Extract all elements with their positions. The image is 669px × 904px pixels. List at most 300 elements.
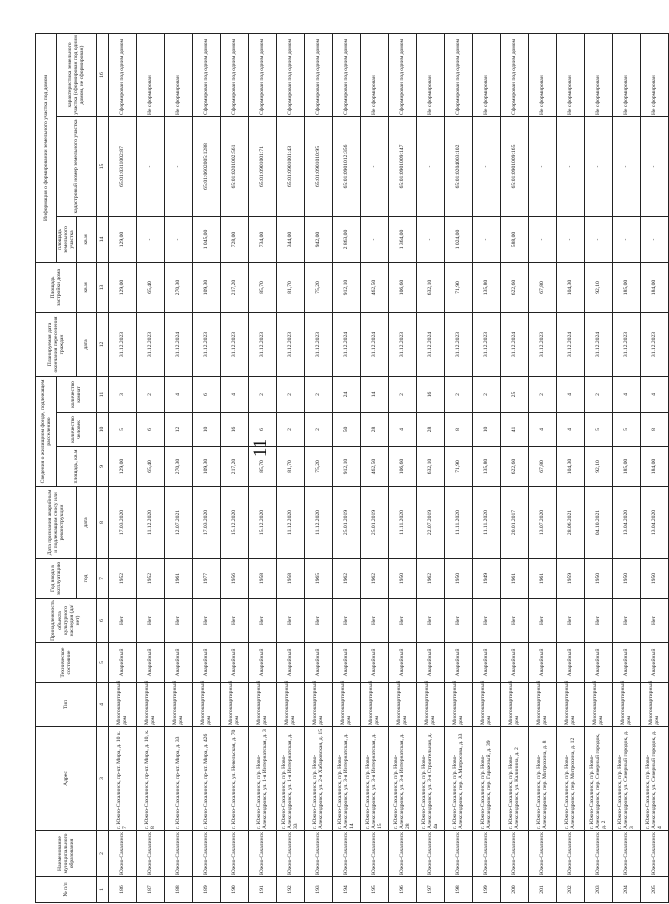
cell-recognition-date: 17.03.2020 — [108, 487, 136, 559]
cell-type: Многоквартирный дом — [584, 683, 612, 727]
cell-planned-date: 31.12.2024 — [416, 313, 444, 377]
column-number: 16 — [96, 34, 108, 117]
cell-cadastral: 65:01:0901010:95 — [304, 117, 332, 217]
cell-municipality: Южно-Сахалинск — [500, 831, 528, 877]
cell-area: 85,70 — [248, 447, 276, 487]
cell-area: 71,90 — [444, 447, 472, 487]
cell-rooms: 16 — [416, 377, 444, 413]
cell-built-area: 109,30 — [192, 263, 220, 313]
header-municipality: Наименование муниципального образования — [36, 831, 97, 877]
cell-land-area: 734,00 — [248, 217, 276, 263]
cell-cadastral: 65:01:0602005:1288 — [192, 117, 220, 217]
cell-type: Многоквартирный дом — [388, 683, 416, 727]
cell-people: 4 — [556, 413, 584, 447]
cell-recognition-date: 04.10.2021 — [584, 487, 612, 559]
cell-land-area: 344,00 — [276, 217, 304, 263]
table-row — [472, 34, 500, 903]
cell-num: 193 — [304, 877, 332, 903]
header-num: № п/п — [36, 877, 97, 903]
cell-year: 1952 — [136, 559, 164, 599]
cell-state: Аварийный — [416, 643, 444, 683]
table-row — [612, 34, 640, 903]
cell-characteristic: Не сформирован — [360, 34, 388, 117]
cell-rooms: 2 — [444, 377, 472, 413]
cell-cadastral: 65:01:0311002:87 — [108, 117, 136, 217]
cell-area: 217,20 — [220, 447, 248, 487]
cell-land-area: - — [640, 217, 668, 263]
cell-rooms: 2 — [304, 377, 332, 413]
cell-characteristic: Сформирован под одним домом — [388, 34, 416, 117]
cell-rooms: 2 — [528, 377, 556, 413]
cell-area: 632,10 — [416, 447, 444, 487]
cell-people: 28 — [360, 413, 388, 447]
cell-type: Многоквартирный дом — [612, 683, 640, 727]
cell-recognition-date: 13.04.2020 — [640, 487, 668, 559]
column-number: 14 — [96, 217, 108, 263]
cell-cadastral: - — [528, 117, 556, 217]
table-row — [556, 34, 584, 903]
cell-land-area: 1 364,00 — [388, 217, 416, 263]
cell-type: Многоквартирный дом — [248, 683, 276, 727]
cell-rooms: 2 — [248, 377, 276, 413]
cell-year: 1961 — [500, 559, 528, 599]
cell-characteristic: Не сформирован — [584, 34, 612, 117]
cell-land-area: - — [416, 217, 444, 263]
cell-heritage: Нет — [612, 599, 640, 643]
cell-planned-date: 31.12.2023 — [528, 313, 556, 377]
column-number: 13 — [96, 263, 108, 313]
table-row — [192, 34, 220, 903]
cell-people: 8 — [640, 413, 668, 447]
cell-address: г. Южно-Сахалинск, п/р. Ново-Александровск, ул. 1-я Интернатская, д. 33 — [276, 727, 304, 831]
cell-planned-date: 31.12.2024 — [584, 313, 612, 377]
cell-built-area: 65,40 — [136, 263, 164, 313]
cell-address: г. Южно-Сахалинск, п/р. Ново-Александровск, ул. 3-я Интернатская, д. 14 — [332, 727, 360, 831]
cell-cadastral: - — [584, 117, 612, 217]
cell-municipality: Южно-Сахалинск — [164, 831, 192, 877]
cell-municipality: Южно-Сахалинск — [584, 831, 612, 877]
table-row — [500, 34, 528, 903]
cell-state: Аварийный — [220, 643, 248, 683]
cell-num: 188 — [164, 877, 192, 903]
cell-planned-date: 31.12.2023 — [388, 313, 416, 377]
header-info-group: Сведения о жилищном фонде, подлежащем расселению — [36, 377, 57, 487]
header-address: Адрес — [36, 727, 97, 831]
cell-state: Аварийный — [556, 643, 584, 683]
cell-rooms: 4 — [640, 377, 668, 413]
cell-year: 1961 — [528, 559, 556, 599]
cell-year: 1962 — [416, 559, 444, 599]
cell-year: 1958 — [248, 559, 276, 599]
cell-cadastral: 65:01:0204003:102 — [444, 117, 472, 217]
cell-planned-date: 31.12.2023 — [276, 313, 304, 377]
cell-planned-date: 31.12.2023 — [248, 313, 276, 377]
cell-rooms: 2 — [276, 377, 304, 413]
cell-year: 1950 — [640, 559, 668, 599]
cell-built-area: 67,80 — [528, 263, 556, 313]
cell-characteristic: Сформирован под одним домом — [220, 34, 248, 117]
cell-people: 5 — [108, 413, 136, 447]
header-land-area-unit: кв.м — [76, 217, 96, 263]
cell-type: Многоквартирный дом — [640, 683, 668, 727]
cell-land-area: 2 863,00 — [332, 217, 360, 263]
cell-built-area: 129,00 — [108, 263, 136, 313]
column-number: 3 — [96, 727, 108, 831]
cell-cadastral: - — [556, 117, 584, 217]
cell-heritage: Нет — [584, 599, 612, 643]
cell-cadastral: 65:01:0901001:71 — [248, 117, 276, 217]
cell-heritage: Нет — [108, 599, 136, 643]
cell-state: Аварийный — [528, 643, 556, 683]
cell-characteristic: Не сформирован — [472, 34, 500, 117]
cell-state: Аварийный — [136, 643, 164, 683]
cell-recognition-date: 22.07.2019 — [416, 487, 444, 559]
table-row — [276, 34, 304, 903]
cell-year: 1961 — [164, 559, 192, 599]
cell-people: 50 — [332, 413, 360, 447]
cell-recognition-date: 25.01.2019 — [332, 487, 360, 559]
cell-area: 67,80 — [528, 447, 556, 487]
cell-planned-date: 31.12.2024 — [500, 313, 528, 377]
cell-address: г. Южно-Сахалинск, п/р. Ново-Александровск, пер. Митрохина, д. 8 — [528, 727, 556, 831]
table-row — [360, 34, 388, 903]
cell-num: 190 — [220, 877, 248, 903]
cell-type: Многоквартирный дом — [136, 683, 164, 727]
cell-people: 10 — [472, 413, 500, 447]
column-number: 15 — [96, 117, 108, 217]
cell-heritage: Нет — [248, 599, 276, 643]
cell-rooms: 25 — [500, 377, 528, 413]
header-rooms: количество комнат — [57, 377, 97, 413]
header-planned-date: дата — [76, 313, 96, 377]
table-row — [332, 34, 360, 903]
cell-built-area: 462,50 — [360, 263, 388, 313]
cell-year: 1950 — [584, 559, 612, 599]
cell-num: 192 — [276, 877, 304, 903]
cell-municipality: Южно-Сахалинск — [416, 831, 444, 877]
cell-rooms: 24 — [332, 377, 360, 413]
table-row — [164, 34, 192, 903]
cell-cadastral: - — [136, 117, 164, 217]
cell-heritage: Нет — [220, 599, 248, 643]
cell-characteristic: Сформирован под одним домом — [500, 34, 528, 117]
cell-state: Аварийный — [276, 643, 304, 683]
cell-address: г. Южно-Сахалинск, п/р. Ново-Александровск, пер. Северный городок, д. 2 — [584, 727, 612, 831]
cell-municipality: Южно-Сахалинск — [556, 831, 584, 877]
table-row — [528, 34, 556, 903]
cell-num: 204 — [612, 877, 640, 903]
cell-people: 6 — [248, 413, 276, 447]
cell-heritage: Нет — [192, 599, 220, 643]
cell-year: 1950 — [444, 559, 472, 599]
cell-rooms: 14 — [360, 377, 388, 413]
cell-heritage: Нет — [304, 599, 332, 643]
cell-cadastral: - — [612, 117, 640, 217]
cell-municipality: Южно-Сахалинск — [360, 831, 388, 877]
cell-land-area: 1 045,00 — [192, 217, 220, 263]
cell-address: г. Южно-Сахалинск, п/р. Ново-Александровск, ул. Северный городок, д. 4 — [640, 727, 668, 831]
cell-municipality: Южно-Сахалинск — [612, 831, 640, 877]
cell-land-area: - — [164, 217, 192, 263]
cell-rooms: 4 — [220, 377, 248, 413]
cell-rooms: 2 — [136, 377, 164, 413]
cell-planned-date: 31.12.2023 — [612, 313, 640, 377]
cell-people: 8 — [444, 413, 472, 447]
column-number: 4 — [96, 683, 108, 727]
cell-state: Аварийный — [640, 643, 668, 683]
cell-area: 129,00 — [108, 447, 136, 487]
cell-planned-date: 31.12.2023 — [136, 313, 164, 377]
cell-type: Многоквартирный дом — [472, 683, 500, 727]
cell-characteristic: Сформирован под одним домом — [304, 34, 332, 117]
cell-rooms: 4 — [164, 377, 192, 413]
cell-state: Аварийный — [108, 643, 136, 683]
cell-state: Аварийный — [332, 643, 360, 683]
column-number: 1 — [96, 877, 108, 903]
cell-built-area: 104,30 — [556, 263, 584, 313]
cell-land-area: - — [584, 217, 612, 263]
cell-type: Многоквартирный дом — [108, 683, 136, 727]
cell-municipality: Южно-Сахалинск — [136, 831, 164, 877]
cell-people: 6 — [136, 413, 164, 447]
cell-state: Аварийный — [164, 643, 192, 683]
column-number: 12 — [96, 313, 108, 377]
cell-area: 462,50 — [360, 447, 388, 487]
cell-characteristic: Сформирован под одним домом — [276, 34, 304, 117]
cell-year: 1952 — [108, 559, 136, 599]
cell-characteristic: Не сформирован — [528, 34, 556, 117]
header-tech-state: Техническое состояние — [36, 643, 97, 683]
column-number: 5 — [96, 643, 108, 683]
table-row — [248, 34, 276, 903]
header-land-group: Информация о формировании земельного участка под домом — [36, 34, 57, 263]
cell-state: Аварийный — [472, 643, 500, 683]
cell-state: Аварийный — [444, 643, 472, 683]
cell-area: 109,30 — [192, 447, 220, 487]
cell-area: 104,30 — [556, 447, 584, 487]
cell-land-area: - — [612, 217, 640, 263]
table-row — [640, 34, 668, 903]
table-row — [108, 34, 136, 903]
cell-people: 4 — [388, 413, 416, 447]
cell-municipality: Южно-Сахалинск — [332, 831, 360, 877]
cell-built-area: 622,60 — [500, 263, 528, 313]
cell-address: г. Южно-Сахалинск, п/р. Ново-Александровск, ул. 2-я Хабаровская, д. 15 — [304, 727, 332, 831]
cell-people: 41 — [500, 413, 528, 447]
column-number-row — [96, 34, 108, 903]
cell-municipality: Южно-Сахалинск — [220, 831, 248, 877]
cell-recognition-date: 11.12.2020 — [136, 487, 164, 559]
cell-type: Многоквартирный дом — [500, 683, 528, 727]
cell-area: 622,60 — [500, 447, 528, 487]
cell-heritage: Нет — [556, 599, 584, 643]
cell-num: 199 — [472, 877, 500, 903]
cell-heritage: Нет — [640, 599, 668, 643]
cell-num: 194 — [332, 877, 360, 903]
cell-people: 12 — [164, 413, 192, 447]
cell-num: 200 — [500, 877, 528, 903]
cell-heritage: Нет — [164, 599, 192, 643]
cell-area: 185,00 — [612, 447, 640, 487]
cell-municipality: Южно-Сахалинск — [640, 831, 668, 877]
cell-planned-date: 31.12.2024 — [164, 313, 192, 377]
cell-state: Аварийный — [500, 643, 528, 683]
cell-year: 1956 — [220, 559, 248, 599]
cell-people: 16 — [220, 413, 248, 447]
cell-num: 196 — [388, 877, 416, 903]
table-body — [108, 34, 668, 903]
rotated-table-container — [35, 34, 664, 903]
cell-num: 189 — [192, 877, 220, 903]
cell-address: г. Южно-Сахалинск, п/р. Ново-Александровск, пер. Гаражный, д. 39 — [472, 727, 500, 831]
cell-land-area: - — [136, 217, 164, 263]
cell-characteristic: Не сформирован — [164, 34, 192, 117]
column-number: 7 — [96, 559, 108, 599]
cell-num: 195 — [360, 877, 388, 903]
cell-recognition-date: 11.11.2020 — [472, 487, 500, 559]
cell-people: 4 — [528, 413, 556, 447]
cell-cadastral: - — [416, 117, 444, 217]
cell-heritage: Нет — [136, 599, 164, 643]
cell-municipality: Южно-Сахалинск — [248, 831, 276, 877]
cell-year: 1977 — [192, 559, 220, 599]
cell-built-area: 92,10 — [584, 263, 612, 313]
cell-year: 1958 — [276, 559, 304, 599]
column-number: 8 — [96, 487, 108, 559]
table-row — [584, 34, 612, 903]
cell-address: г. Южно-Сахалинск, п/р. Ново-Александровск, пер. Митрохина, д. 12 — [556, 727, 584, 831]
cell-area: 106,60 — [388, 447, 416, 487]
table-row — [416, 34, 444, 903]
cell-land-area: 588,00 — [500, 217, 528, 263]
cell-recognition-date: 11.12.2020 — [304, 487, 332, 559]
table-row — [444, 34, 472, 903]
cell-address: г. Южно-Сахалинск, п/р. Ново-Александровск, ул. Северный городок, д. 3 — [612, 727, 640, 831]
cell-heritage: Нет — [472, 599, 500, 643]
cell-recognition-date: 15.12.2020 — [220, 487, 248, 559]
cell-address: г. Южно-Сахалинск, п/р. Ново-Александровск, ул. 3-я Интернатская, д. 28 — [388, 727, 416, 831]
header-ownership: Принадлежность объекта культурного наследия (да/нет) — [36, 599, 97, 643]
cell-built-area: 632,10 — [416, 263, 444, 313]
cell-type: Многоквартирный дом — [220, 683, 248, 727]
table-row — [136, 34, 164, 903]
cell-planned-date: 31.12.2024 — [360, 313, 388, 377]
cell-planned-date: 31.12.2024 — [332, 313, 360, 377]
header-characteristic: характеристика земельного участка (сформирован под одним домом, не сформирован) — [57, 34, 97, 117]
cell-num: 197 — [416, 877, 444, 903]
cell-rooms: 4 — [612, 377, 640, 413]
cell-type: Многоквартирный дом — [192, 683, 220, 727]
header-area: площадь, кв.м — [57, 447, 97, 487]
cell-recognition-date: 11.12.2020 — [276, 487, 304, 559]
cell-type: Многоквартирный дом — [304, 683, 332, 727]
cell-num: 201 — [528, 877, 556, 903]
column-number: 10 — [96, 413, 108, 447]
cell-cadastral: 65:01:0901012:356 — [332, 117, 360, 217]
cell-cadastral: 65:01:0901001:43 — [276, 117, 304, 217]
cell-recognition-date: 17.03.2020 — [192, 487, 220, 559]
cell-num: 186 — [108, 877, 136, 903]
cell-rooms: 6 — [192, 377, 220, 413]
cell-address: г. Южно-Сахалинск, пр-кт. Мира, д. 10, к. 8 — [136, 727, 164, 831]
cell-people: 28 — [416, 413, 444, 447]
cell-type: Многоквартирный дом — [416, 683, 444, 727]
cell-municipality: Южно-Сахалинск — [108, 831, 136, 877]
cell-built-area: 135,80 — [472, 263, 500, 313]
cell-people: 2 — [276, 413, 304, 447]
header-year-group: Год ввода в эксплуатацию — [36, 559, 77, 599]
cell-cadastral: - — [472, 117, 500, 217]
table-row — [304, 34, 332, 903]
cell-heritage: Нет — [276, 599, 304, 643]
cell-type: Многоквартирный дом — [164, 683, 192, 727]
cell-built-area: 184,00 — [640, 263, 668, 313]
header-recognition-date: дата — [76, 487, 96, 559]
cell-year: 1950 — [612, 559, 640, 599]
header-recognition-group: Дата признания аварийным и подлежащим сносу или реконструкции — [36, 487, 77, 559]
cell-planned-date: 31.12.2023 — [108, 313, 136, 377]
cell-heritage: Нет — [332, 599, 360, 643]
cell-built-area: 71,90 — [444, 263, 472, 313]
cell-recognition-date: 20.01.2017 — [500, 487, 528, 559]
cell-cadastral: 65:01:0901009:147 — [388, 117, 416, 217]
cell-rooms: 2 — [472, 377, 500, 413]
cell-address: г. Южно-Сахалинск, пр-кт. Мира, д. 10 к. 7 — [108, 727, 136, 831]
cell-municipality: Южно-Сахалинск — [444, 831, 472, 877]
cell-characteristic: Не сформирован — [612, 34, 640, 117]
cell-address: г. Южно-Сахалинск, п/р. Ново-Александровск, ул. 3-я Интернатская, д. 15 — [360, 727, 388, 831]
cell-built-area: 270,30 — [164, 263, 192, 313]
cell-heritage: Нет — [416, 599, 444, 643]
cell-planned-date: 31.12.2023 — [472, 313, 500, 377]
cell-year: 1965 — [304, 559, 332, 599]
header-built-area: Площадь застройки дома — [36, 263, 77, 313]
cell-municipality: Южно-Сахалинск — [388, 831, 416, 877]
cell-area: 135,80 — [472, 447, 500, 487]
cell-state: Аварийный — [304, 643, 332, 683]
cell-cadastral: - — [360, 117, 388, 217]
cell-land-area: - — [360, 217, 388, 263]
cell-characteristic: Сформирован под одним домом — [332, 34, 360, 117]
cell-recognition-date: 11.11.2020 — [388, 487, 416, 559]
cell-year: 1962 — [332, 559, 360, 599]
header-cadastral: кадастровый номер земельного участка — [57, 117, 97, 217]
cell-cadastral: - — [164, 117, 192, 217]
column-number: 9 — [96, 447, 108, 487]
cell-characteristic: Не сформирован — [416, 34, 444, 117]
cell-num: 205 — [640, 877, 668, 903]
cell-area: 912,10 — [332, 447, 360, 487]
cell-characteristic: Сформирован под одним домом — [108, 34, 136, 117]
cell-characteristic: Не сформирован — [556, 34, 584, 117]
cell-land-area: - — [528, 217, 556, 263]
cell-people: 10 — [192, 413, 220, 447]
cell-people: 5 — [584, 413, 612, 447]
cell-num: 187 — [136, 877, 164, 903]
cell-address: г. Южно-Сахалинск, п/р. Ново-Александровск, ул. 3-я Строительная, д. 4а — [416, 727, 444, 831]
header-planned-group: Планируемая дата окончания переселения граждан — [36, 313, 77, 377]
cell-area: 75,20 — [304, 447, 332, 487]
cell-address: г. Южно-Сахалинск, п/р. Ново-Александровск, ул. 1-я Интернатская, д. 3 — [248, 727, 276, 831]
cell-land-area: 129,00 — [108, 217, 136, 263]
cell-municipality: Южно-Сахалинск — [472, 831, 500, 877]
cell-cadastral: 65:01:0901009:165 — [500, 117, 528, 217]
cell-rooms: 4 — [556, 377, 584, 413]
cell-built-area: 185,00 — [612, 263, 640, 313]
cell-heritage: Нет — [360, 599, 388, 643]
cell-address: г. Южно-Сахалинск, п/р. Ново-Александровск, ул. Калинина, д. 2 — [500, 727, 528, 831]
cell-land-area: - — [556, 217, 584, 263]
